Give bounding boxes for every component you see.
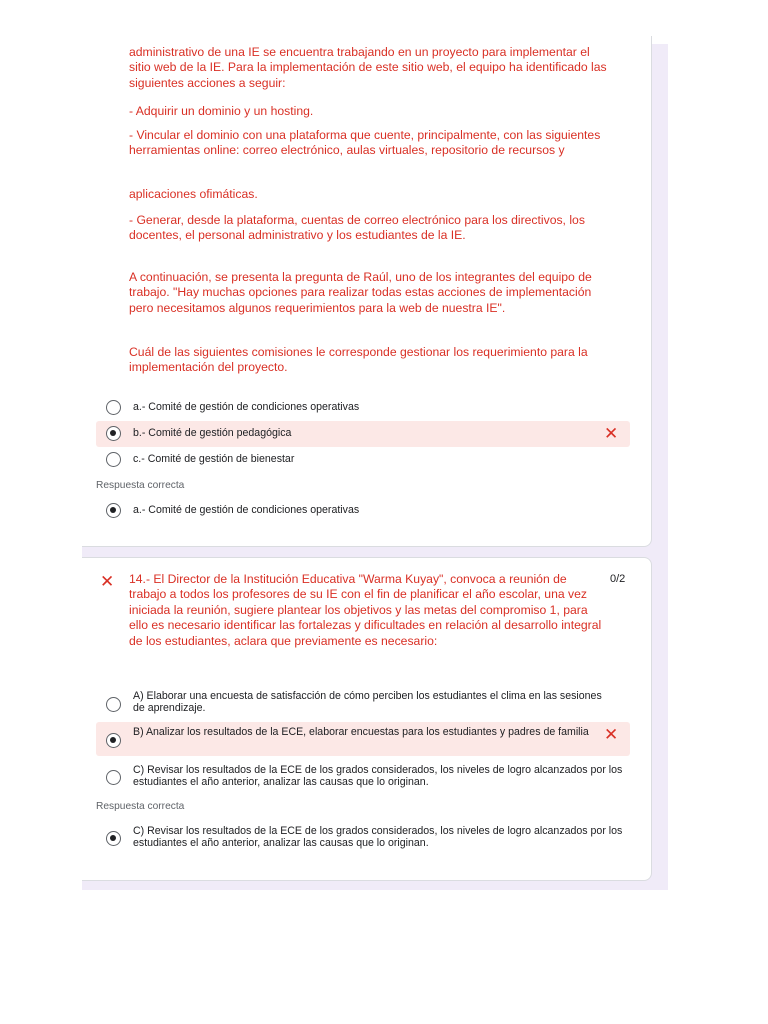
- option-label: B) Analizar los resultados de la ECE, elaborar encuestas para los estudiantes y padres de familia: [133, 726, 589, 738]
- option-label: A) Elaborar una encuesta de satisfacción de cómo perciben los estudiantes el clima en las sesiones de aprendizaje.: [133, 690, 602, 715]
- question-13-paragraph: administrativo de una IE se encuentra trabajando en un proyecto para implementar el sitio web de la IE. Para la implementación de este sitio web, el equipo ha identificado las siguientes acciones a seguir:: [129, 45, 607, 90]
- correct-answer-label: Respuesta correcta: [96, 801, 185, 812]
- question-14-text: 14.- El Director de la Institución Educativa "Warma Kuyay", convoca a reunión de trabajo a todos los profesores de su IE con el fin de planificar el año escolar, una vez iniciada la reunión, sugiere plantear los objetivos y las metas del compromiso 1, para ello es necesario identificar las fortalezas y dificultades en relación al desarrollo integral de los estudiantes, aclara que previamente es necesario:: [129, 572, 602, 648]
- question-13-text: [129, 187, 609, 202]
- close-icon: ✕: [100, 572, 115, 591]
- question-13-paragraph: - Adquirir un dominio y un hosting.: [129, 104, 314, 118]
- correct-answer-text: a.- Comité de gestión de condiciones operativas: [133, 504, 360, 516]
- correct-answer-label: Respuesta correcta: [96, 480, 185, 491]
- question-13-paragraph: Cuál de las siguientes comisiones le corresponde gestionar los requerimiento para la implementación del proyecto.: [129, 345, 588, 375]
- correct-answer: [96, 502, 630, 522]
- question-13-text: [129, 345, 609, 376]
- radio-unchecked-icon[interactable]: [106, 697, 121, 712]
- radio-checked-icon[interactable]: [106, 426, 121, 441]
- question-13-text: [129, 213, 609, 244]
- correct-answer-text: C) Revisar los resultados de la ECE de los grados considerados, los niveles de logro alcanzados por los estudiantes el año anterior, analizar las causas que lo originan.: [133, 825, 623, 850]
- option-label: b.- Comité de gestión pedagógica: [133, 427, 292, 439]
- question-13-text: [129, 270, 609, 316]
- correct-answer: [96, 823, 630, 853]
- question-13-paragraph: A continuación, se presenta la pregunta de Raúl, uno de los integrantes del equipo de trabajo. "Hay muchas opciones para realizar todas estas acciones de implementación pero necesitamos algunos requerimientos para la web de nuestra IE".: [129, 270, 592, 315]
- option-a[interactable]: [96, 398, 630, 418]
- question-13-text: [129, 45, 609, 91]
- question-13-paragraph: aplicaciones ofimáticas.: [129, 187, 258, 201]
- radio-checked-icon[interactable]: [106, 733, 121, 748]
- score: 0/2: [610, 573, 626, 585]
- option-label: a.- Comité de gestión de condiciones operativas: [133, 401, 360, 413]
- option-label: C) Revisar los resultados de la ECE de los grados considerados, los niveles de logro alcanzados por los estudiantes el año anterior, analizar las causas que lo originan.: [133, 764, 623, 789]
- close-icon: ✕: [604, 424, 619, 443]
- option-a[interactable]: [96, 688, 630, 718]
- question-13-text: [129, 128, 609, 159]
- radio-checked-icon: [106, 831, 121, 846]
- close-icon: ✕: [604, 725, 619, 744]
- question-13-text: [129, 104, 609, 119]
- radio-unchecked-icon[interactable]: [106, 770, 121, 785]
- question-13-paragraph: - Vincular el dominio con una plataforma que cuente, principalmente, con las siguientes herramientas online: correo electrónico, aulas virtuales, repositorio de recursos y: [129, 128, 601, 158]
- radio-unchecked-icon[interactable]: [106, 400, 121, 415]
- question-13-paragraph: - Generar, desde la plataforma, cuentas de correo electrónico para los directivos, los docentes, el personal administrativo y los estudiantes de la IE.: [129, 213, 585, 243]
- option-c[interactable]: [96, 761, 630, 793]
- option-c[interactable]: [96, 451, 630, 471]
- radio-unchecked-icon[interactable]: [106, 452, 121, 467]
- radio-checked-icon: [106, 503, 121, 518]
- option-b[interactable]: [96, 722, 630, 756]
- option-b[interactable]: [96, 421, 630, 447]
- option-label: c.- Comité de gestión de bienestar: [133, 453, 295, 465]
- question-13-paragraph: [129, 104, 609, 119]
